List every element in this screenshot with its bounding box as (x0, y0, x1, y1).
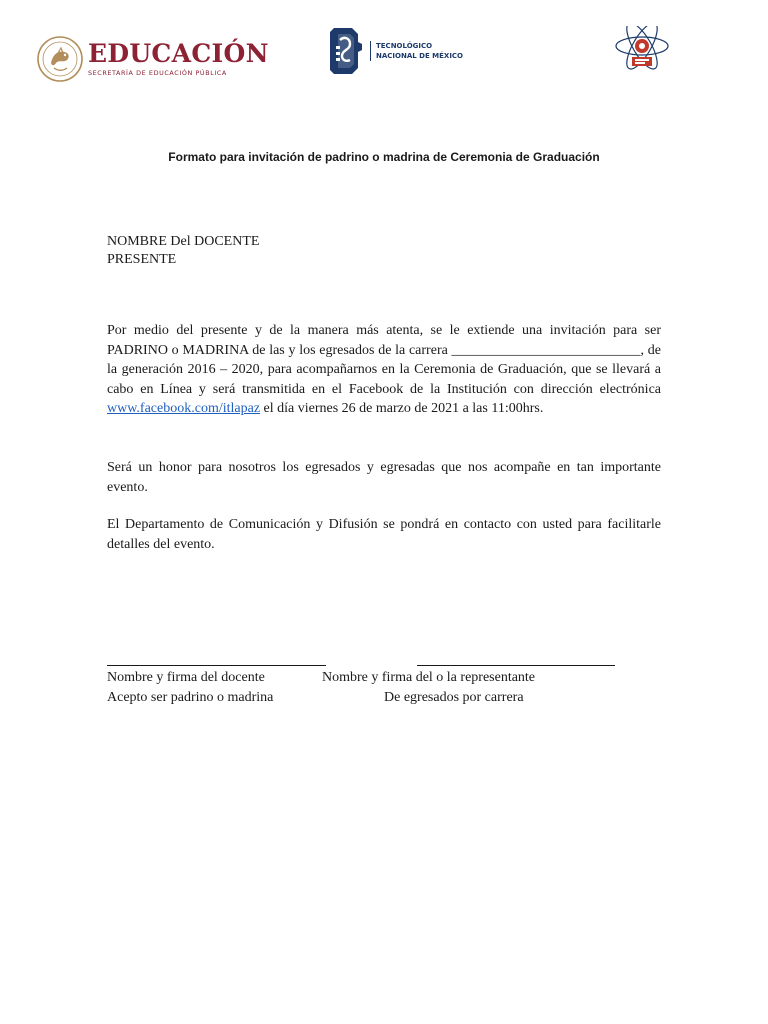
addressee-presente: PRESENTE (107, 252, 177, 267)
tecnm-logo (328, 22, 464, 80)
honor-paragraph: Será un honor para nosotros los egresados y egresadas que nos acompañe en tan importante evento. (107, 460, 661, 495)
contact-paragraph: El Departamento de Comunicación y Difusión se pondrá en contacto con usted para facilitarle detalles del evento. (107, 517, 661, 552)
mexico-coat-of-arms-icon (36, 35, 84, 83)
representative-role-label: De egresados por carrera (384, 690, 524, 705)
facebook-link[interactable]: www.facebook.com/itlapaz (107, 401, 261, 416)
sep-logo (36, 34, 269, 84)
addressee-block (107, 233, 259, 269)
invitation-paragraph (107, 321, 661, 419)
tecnm-logo-line1: TECNOLÓGICO (376, 42, 433, 50)
sep-logo-title: EDUCACIÓN (88, 39, 269, 68)
tecnm-gear-emblem-icon (328, 24, 364, 78)
tecnm-logo-line2: NACIONAL DE MÉXICO (376, 52, 464, 60)
representative-signature-line (417, 665, 615, 666)
addressee-name: NOMBRE Del DOCENTE (107, 234, 260, 249)
invitation-date-text: el día viernes 26 de marzo de 2021 a las 11:00hrs. (260, 401, 544, 416)
invitation-text: Por medio del presente y de la manera más atenta, se le extiende una invitación para ser PADRINO o MADRINA de las y los egresados de la carrera ___________________________, de la generación 2016 – 2020, para acompañarnos en la Ceremonia de Graduación, que se llevará a cabo en Línea y será transmitida en el Facebook de la Institución con dirección electrónica (107, 323, 661, 397)
document-title: Formato para invitación de padrino o madrina de Ceremonia de Graduación (168, 150, 600, 164)
teacher-signature-line (107, 665, 326, 666)
teacher-acceptance-label: Acepto ser padrino o madrina (107, 690, 274, 705)
itl-atom-gear-emblem-icon (612, 26, 672, 70)
teacher-signature-label: Nombre y firma del docente (107, 670, 265, 685)
sep-logo-subtitle: SECRETARÍA DE EDUCACIÓN PÚBLICA (88, 69, 227, 77)
representative-signature-label: Nombre y firma del o la representante (322, 670, 536, 685)
